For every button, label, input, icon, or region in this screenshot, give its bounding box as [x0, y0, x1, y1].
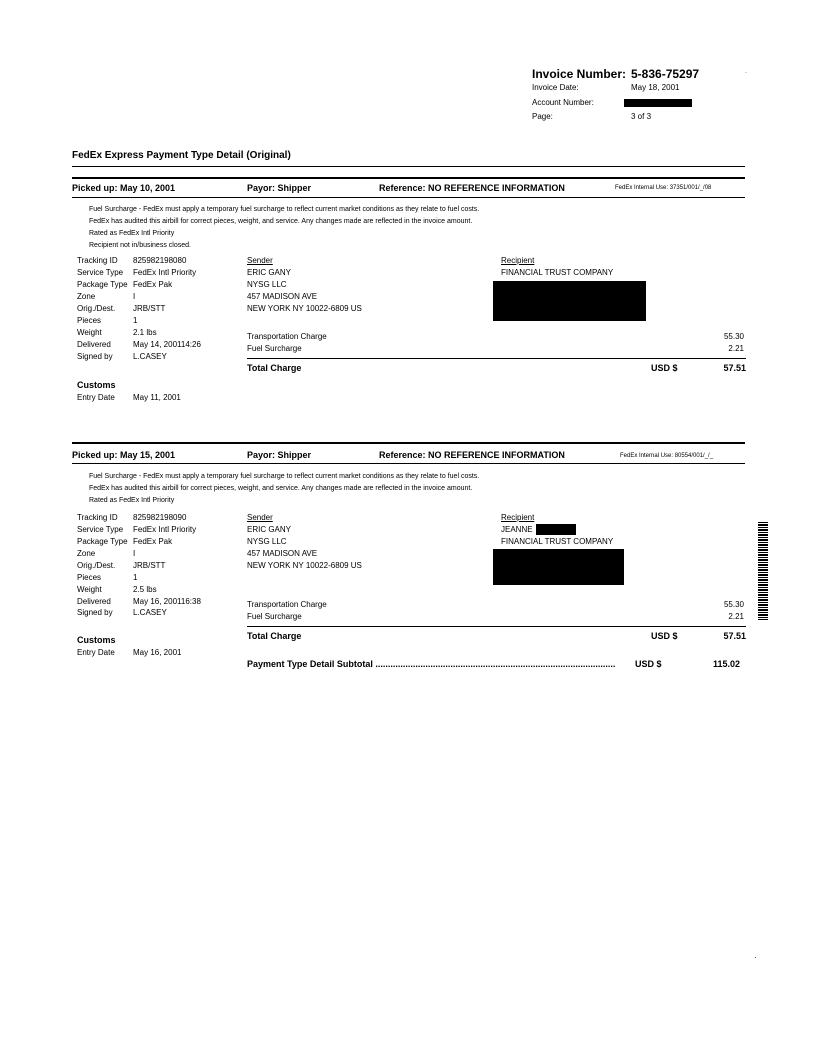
account-number-label: Account Number: [532, 98, 594, 107]
payor: Payor: Shipper [247, 183, 312, 193]
subtotal-amount: 115.02 [712, 659, 740, 669]
charge-label: Fuel Surcharge [247, 344, 302, 353]
sender-line: 457 MADISON AVE [247, 292, 318, 301]
detail-value: 1 [133, 316, 138, 325]
sender-line: ERIC GANY [247, 268, 292, 277]
page-label: Page: [532, 112, 553, 121]
detail-label: Package Type [77, 537, 128, 546]
invoice-date-label: Invoice Date: [532, 83, 579, 92]
charge-label: Transportation Charge [247, 332, 327, 341]
charge-value: 2.21 [728, 612, 744, 621]
total-currency: USD $ [651, 363, 678, 373]
charge-value: 55.30 [723, 600, 744, 609]
detail-value: JRB/STT [133, 304, 166, 313]
detail-value: FedEx Pak [133, 537, 173, 546]
detail-value: 2.5 lbs [133, 585, 157, 594]
detail-value: FedEx Intl Priority [133, 268, 197, 277]
corner-mark: · [745, 70, 747, 76]
detail-label: Zone [77, 292, 96, 301]
detail-label: Weight [77, 585, 102, 594]
shipment-top-rule [72, 442, 745, 444]
shipment-header-rule [72, 463, 745, 464]
picked-up-date: Picked up: May 15, 2001 [72, 450, 176, 460]
charge-label: Fuel Surcharge [247, 612, 302, 621]
internal-use: FedEx Internal Use: 37351/001/_/08 [615, 185, 712, 191]
reference: Reference: NO REFERENCE INFORMATION [379, 450, 565, 460]
detail-value: 825982198090 [133, 513, 187, 522]
recipient-address-redaction [493, 549, 624, 585]
total-amount: 57.51 [723, 363, 746, 373]
detail-value: FedEx Intl Priority [133, 525, 197, 534]
shipment-header-rule [72, 197, 745, 198]
detail-value: JRB/STT [133, 561, 166, 570]
barcode [758, 522, 768, 620]
detail-label: Tracking ID [77, 256, 118, 265]
recipient-line: FINANCIAL TRUST COMPANY [501, 537, 614, 546]
recipient-label: Recipient [501, 513, 535, 522]
detail-label: Tracking ID [77, 513, 118, 522]
recipient-address-redaction [493, 281, 646, 321]
customs-heading: Customs [77, 635, 116, 645]
entry-date-label: Entry Date [77, 393, 115, 402]
bottom-mark: · [754, 953, 757, 962]
entry-date: May 16, 2001 [133, 648, 182, 657]
detail-value: L.CASEY [133, 608, 167, 617]
detail-label: Delivered [77, 597, 111, 606]
total-label: Total Charge [247, 631, 302, 641]
reference: Reference: NO REFERENCE INFORMATION [379, 183, 565, 193]
note: Rated as FedEx Intl Priority [89, 497, 175, 504]
detail-value: 825982198080 [133, 256, 187, 265]
note: FedEx has audited this airbill for correct pieces, weight, and service. Any changes made are reflected in the invoice amount. [89, 218, 473, 225]
detail-value: L.CASEY [133, 352, 167, 361]
detail-value: I [133, 549, 136, 558]
detail-label: Service Type [77, 525, 124, 534]
charge-label: Transportation Charge [247, 600, 327, 609]
detail-label: Signed by [77, 352, 113, 361]
detail-label: Pieces [77, 573, 102, 582]
sender-line: ERIC GANY [247, 525, 292, 534]
total-amount: 57.51 [723, 631, 746, 641]
sender-line: NEW YORK NY 10022-6809 US [247, 561, 362, 570]
detail-value: FedEx Pak [133, 280, 173, 289]
detail-value: 1 [133, 573, 138, 582]
invoice-number: 5-836-75297 [631, 67, 700, 81]
detail-value: I [133, 292, 136, 301]
picked-up-date: Picked up: May 10, 2001 [72, 183, 176, 193]
detail-label: Signed by [77, 608, 113, 617]
total-label: Total Charge [247, 363, 302, 373]
subtotal-currency: USD $ [635, 659, 662, 669]
entry-date: May 11, 2001 [133, 393, 181, 402]
charge-value: 55.30 [723, 332, 744, 341]
sender-label: Sender [247, 256, 273, 265]
payor: Payor: Shipper [247, 450, 312, 460]
recipient-name-redaction [536, 524, 576, 535]
invoice-number-label: Invoice Number: [532, 67, 627, 81]
sender-line: 457 MADISON AVE [247, 549, 318, 558]
note: Rated as FedEx Intl Priority [89, 230, 175, 237]
sender-line: NYSG LLC [247, 537, 287, 546]
detail-label: Orig./Dest. [77, 561, 116, 570]
charge-value: 2.21 [728, 344, 744, 353]
recipient-line: FINANCIAL TRUST COMPANY [501, 268, 614, 277]
detail-label: Pieces [77, 316, 102, 325]
recipient-label: Recipient [501, 256, 535, 265]
note: Recipient not in/business closed. [89, 242, 191, 249]
sender-label: Sender [247, 513, 273, 522]
total-currency: USD $ [651, 631, 678, 641]
invoice-date: May 18, 2001 [631, 83, 680, 92]
detail-value: May 14, 200114:26 [133, 340, 201, 349]
internal-use: FedEx Internal Use: 80554/001/_/_ [620, 453, 714, 459]
subtotal-label: Payment Type Detail Subtotal ................................................................................................ [247, 660, 616, 669]
recipient-line: JEANNE [501, 525, 533, 534]
detail-label: Zone [77, 549, 96, 558]
detail-value: May 16, 200116:38 [133, 597, 201, 606]
customs-heading: Customs [77, 380, 116, 390]
note: Fuel Surcharge - FedEx must apply a temporary fuel surcharge to reflect current market conditions as they relate to fuel costs. [89, 206, 480, 213]
detail-label: Delivered [77, 340, 111, 349]
detail-label: Package Type [77, 280, 128, 289]
page-title: FedEx Express Payment Type Detail (Original) [72, 150, 291, 161]
note: Fuel Surcharge - FedEx must apply a temporary fuel surcharge to reflect current market conditions as they relate to fuel costs. [89, 473, 480, 480]
entry-date-label: Entry Date [77, 648, 115, 657]
account-number-redaction [624, 99, 692, 107]
title-divider [72, 166, 745, 167]
total-rule [247, 626, 746, 627]
detail-value: 2.1 lbs [133, 328, 157, 337]
detail-label: Service Type [77, 268, 124, 277]
total-rule [247, 358, 746, 359]
detail-label: Weight [77, 328, 102, 337]
note: FedEx has audited this airbill for correct pieces, weight, and service. Any changes made are reflected in the invoice amount. [89, 485, 473, 492]
page-value: 3 of 3 [631, 112, 652, 121]
sender-line: NEW YORK NY 10022-6809 US [247, 304, 362, 313]
sender-line: NYSG LLC [247, 280, 287, 289]
detail-label: Orig./Dest. [77, 304, 116, 313]
shipment-top-rule [72, 177, 745, 179]
